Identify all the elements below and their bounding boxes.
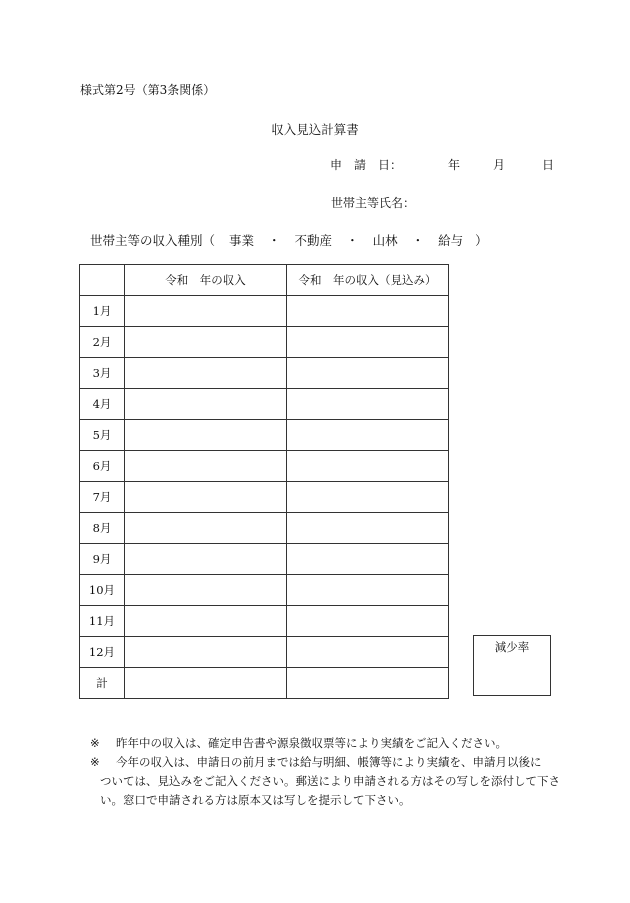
income-type-option-forestry: 山林 xyxy=(372,233,398,248)
row-label: 9月 xyxy=(80,544,125,575)
application-date-label: 申 請 日： xyxy=(330,158,403,172)
income-type-separator: ・ xyxy=(268,233,281,248)
previous-year-income-cell[interactable] xyxy=(125,420,287,451)
date-month-label: 月 xyxy=(493,158,506,172)
row-label: 3月 xyxy=(80,358,125,389)
income-type-prefix: 世帯主等の収入種別（ xyxy=(90,233,216,248)
current-year-income-cell[interactable] xyxy=(287,327,449,358)
row-label: 1月 xyxy=(80,296,125,327)
row-label: 5月 xyxy=(80,420,125,451)
income-type-separator: ・ xyxy=(411,233,425,248)
application-date-row xyxy=(330,156,555,172)
note-text-continuation: ついては、見込みをご記入ください。郵送により申請される方はその写しを添付して下さい。窓口で申請される方は原本又は写しを提示して下さい。 xyxy=(100,774,560,807)
note-text: 今年の収入は、申請日の前月までは給与明細、帳簿等により実績を、申請月以後に xyxy=(116,755,542,769)
table-row xyxy=(80,451,449,482)
current-year-income-cell[interactable] xyxy=(287,513,449,544)
current-year-income-cell[interactable] xyxy=(287,544,449,575)
previous-year-income-cell[interactable] xyxy=(125,544,287,575)
current-year-income-cell[interactable] xyxy=(287,451,449,482)
income-type-separator: ・ xyxy=(346,233,359,248)
table-row xyxy=(80,513,449,544)
income-type-suffix: ） xyxy=(475,233,488,248)
note-mark: ※ xyxy=(90,755,100,769)
current-year-income-cell[interactable] xyxy=(287,296,449,327)
table-row xyxy=(80,389,449,420)
previous-year-income-cell[interactable] xyxy=(125,296,287,327)
table-row xyxy=(80,327,449,358)
income-table xyxy=(79,264,449,699)
table-row xyxy=(80,606,449,637)
previous-year-income-cell[interactable] xyxy=(125,358,287,389)
current-year-income-cell[interactable] xyxy=(287,358,449,389)
income-type-row xyxy=(90,231,488,249)
table-row xyxy=(80,420,449,451)
note-mark: ※ xyxy=(90,736,100,750)
form-number: 様式第2号（第3条関係） xyxy=(80,83,216,97)
row-label: 4月 xyxy=(80,389,125,420)
header-current-year-income-estimate: 令和 年の収入（見込み） xyxy=(287,265,449,296)
row-label: 計 xyxy=(80,668,125,699)
previous-year-income-cell[interactable] xyxy=(125,482,287,513)
income-type-option-real-estate: 不動産 xyxy=(294,233,333,248)
previous-year-income-cell[interactable] xyxy=(125,389,287,420)
current-year-income-cell[interactable] xyxy=(287,482,449,513)
current-year-income-cell[interactable] xyxy=(287,606,449,637)
previous-year-income-cell[interactable] xyxy=(125,668,287,699)
document-title: 収入見込計算書 xyxy=(271,122,359,137)
previous-year-income-cell[interactable] xyxy=(125,327,287,358)
previous-year-income-cell[interactable] xyxy=(125,637,287,668)
row-label: 11月 xyxy=(80,606,125,637)
table-row xyxy=(80,482,449,513)
row-label: 6月 xyxy=(80,451,125,482)
row-label: 12月 xyxy=(80,637,125,668)
row-label: 10月 xyxy=(80,575,125,606)
current-year-income-cell[interactable] xyxy=(287,389,449,420)
row-label: 8月 xyxy=(80,513,125,544)
reduction-rate-box[interactable] xyxy=(473,635,551,696)
household-head-name-label: 世帯主等氏名： xyxy=(331,196,416,210)
current-year-income-cell[interactable] xyxy=(287,420,449,451)
note-current-year xyxy=(90,753,560,810)
note-text: 昨年中の収入は、確定申告書や源泉徴収票等により実績をご記入ください。 xyxy=(116,736,507,750)
previous-year-income-cell[interactable] xyxy=(125,513,287,544)
table-row xyxy=(80,358,449,389)
income-type-option-salary: 給与 xyxy=(438,233,464,248)
table-row xyxy=(80,544,449,575)
date-day-label: 日 xyxy=(542,158,555,172)
date-year-label: 年 xyxy=(448,158,461,172)
previous-year-income-cell[interactable] xyxy=(125,606,287,637)
note-previous-year xyxy=(90,734,507,753)
table-row xyxy=(80,296,449,327)
header-previous-year-income: 令和 年の収入 xyxy=(125,265,287,296)
current-year-income-cell[interactable] xyxy=(287,575,449,606)
row-label: 2月 xyxy=(80,327,125,358)
reduction-rate-label: 減少率 xyxy=(494,640,530,654)
table-row xyxy=(80,637,449,668)
previous-year-income-cell[interactable] xyxy=(125,451,287,482)
current-year-income-cell[interactable] xyxy=(287,637,449,668)
header-month xyxy=(80,265,125,296)
previous-year-income-cell[interactable] xyxy=(125,575,287,606)
row-label: 7月 xyxy=(80,482,125,513)
income-type-option-business: 事業 xyxy=(229,233,255,248)
table-row xyxy=(80,575,449,606)
table-row xyxy=(80,668,449,699)
table-header-row xyxy=(80,265,449,296)
current-year-income-cell[interactable] xyxy=(287,668,449,699)
